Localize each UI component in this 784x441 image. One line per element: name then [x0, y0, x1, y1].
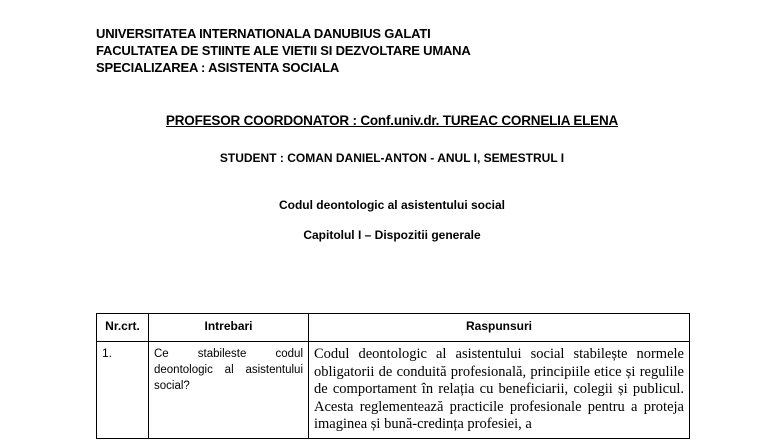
- student-line: STUDENT : COMAN DANIEL-ANTON - ANUL I, SEMESTRUL I: [219, 151, 565, 165]
- document-title: Codul deontologic al asistentului social: [278, 198, 506, 212]
- coordinator-line: PROFESOR COORDONATOR : Conf.univ.dr. TUREAC CORNELIA ELENA: [165, 113, 619, 128]
- faculty-name: FACULTATEA DE STIINTE ALE VIETII SI DEZVOLTARE UMANA: [96, 43, 471, 58]
- row-number: 1.: [97, 342, 149, 439]
- header-answer: Raspunsuri: [309, 314, 690, 342]
- specialization: SPECIALIZAREA : ASISTENTA SOCIALA: [96, 60, 340, 75]
- header-nr: Nr.crt.: [97, 314, 149, 342]
- row-answer: Codul deontologic al asistentului social stabilește normele obligatorii de conduită profesională, principiile etice și regulile de comportament în relația cu beneficiarii, colegii și publicul. Acesta reglementează practicile profesionale pentru a proteja imaginea și bună-credința profesiei, a: [309, 342, 690, 439]
- row-question: Ce stabileste codul deontologic al asistentului social?: [149, 342, 309, 439]
- institution-header: [96, 25, 471, 76]
- university-name: UNIVERSITATEA INTERNATIONALA DANUBIUS GALATI: [96, 26, 431, 41]
- qa-table: [96, 313, 690, 439]
- chapter-title: Capitolul I – Dispozitii generale: [303, 228, 481, 242]
- table-header-row: [97, 314, 690, 342]
- header-question: Intrebari: [149, 314, 309, 342]
- table-row: [97, 342, 690, 439]
